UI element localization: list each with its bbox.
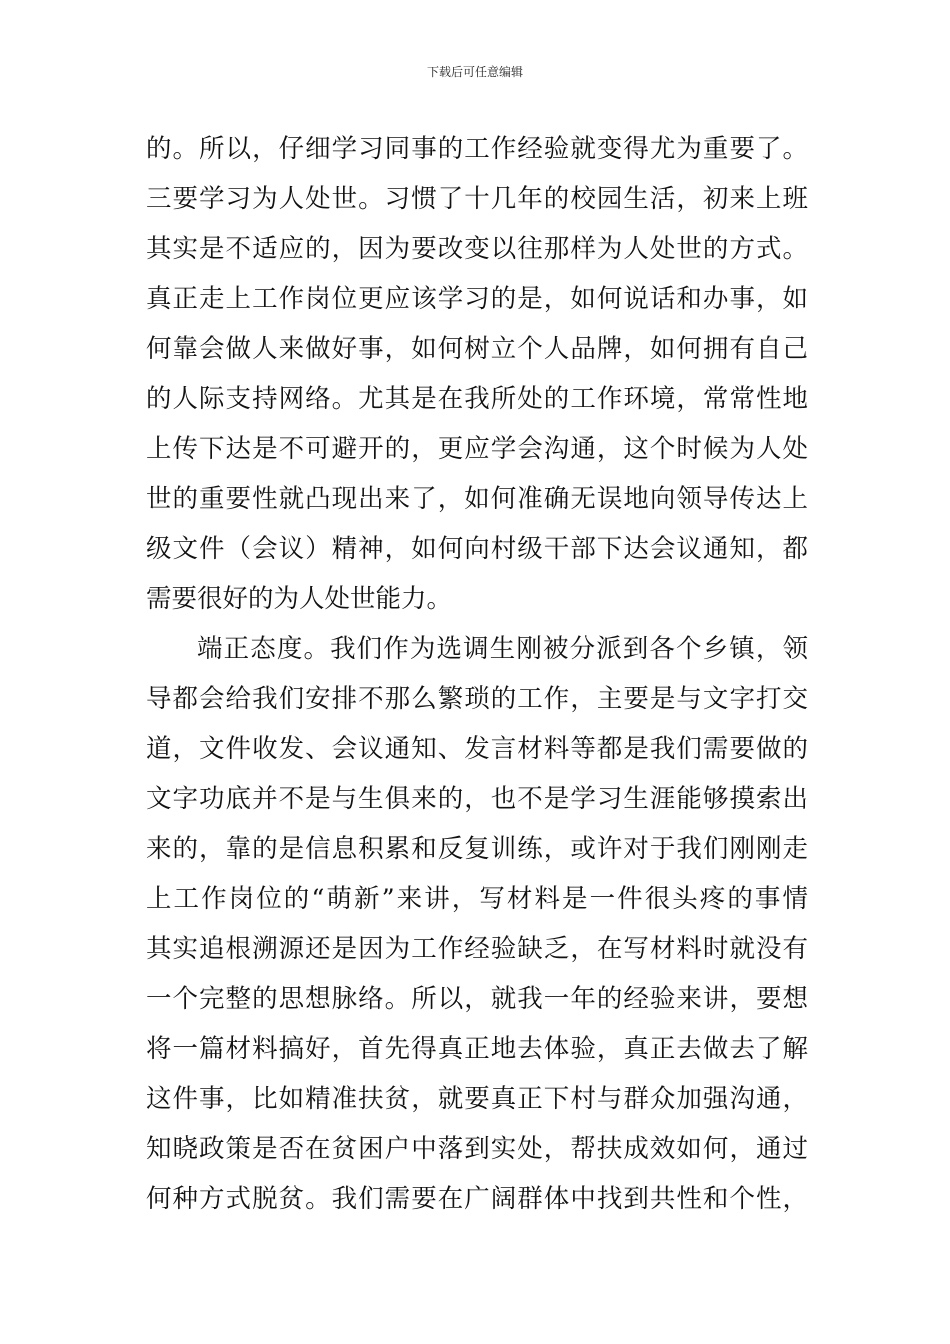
text-line: 需要很好的为人处世能力。 [146, 584, 453, 614]
text-line: 上传下达是不可避开的，更应学会沟通，这个时候为人处 [146, 434, 808, 464]
text-line: 文字功底并不是与生俱来的，也不是学习生涯能够摸索出 [146, 784, 808, 814]
text-line: 真正走上工作岗位更应该学习的是，如何说话和办事，如 [146, 284, 808, 314]
text-line: 其实追根溯源还是因为工作经验缺乏，在写材料时就没有 [146, 934, 808, 964]
text-line: 其实是不适应的，因为要改变以往那样为人处世的方式。 [146, 234, 808, 264]
text-line: 将一篇材料搞好，首先得真正地去体验，真正去做去了解 [146, 1034, 808, 1064]
text-line: 端正态度。我们作为选调生刚被分派到各个乡镇，领 [197, 634, 808, 664]
text-line: 一个完整的思想脉络。所以，就我一年的经验来讲，要想 [146, 984, 808, 1014]
text-line: 世的重要性就凸现出来了，如何准确无误地向领导传达上 [146, 484, 808, 514]
page-header: 下载后可任意编辑 [426, 65, 523, 79]
text-line: 上工作岗位的“萌新”来讲，写材料是一件很头疼的事情 [146, 884, 808, 914]
text-line: 的人际支持网络。尤其是在我所处的工作环境，常常性地 [146, 384, 808, 414]
text-line: 道，文件收发、会议通知、发言材料等都是我们需要做的 [146, 734, 808, 764]
text-line: 导都会给我们安排不那么繁琐的工作，主要是与文字打交 [146, 684, 808, 714]
text-line: 何靠会做人来做好事，如何树立个人品牌，如何拥有自己 [146, 334, 808, 364]
text-line: 这件事，比如精准扶贫，就要真正下村与群众加强沟通， [146, 1084, 808, 1114]
text-line: 来的，靠的是信息积累和反复训练，或许对于我们刚刚走 [146, 834, 808, 864]
document-body [146, 124, 808, 1224]
text-line: 三要学习为人处世。习惯了十几年的校园生活，初来上班 [146, 184, 808, 214]
text-line: 的。所以，仔细学习同事的工作经验就变得尤为重要了。 [146, 134, 808, 164]
text-line: 知晓政策是否在贫困户中落到实处，帮扶成效如何，通过 [146, 1134, 808, 1164]
text-line: 何种方式脱贫。我们需要在广阔群体中找到共性和个性， [146, 1184, 808, 1214]
text-line: 级文件（会议）精神，如何向村级干部下达会议通知，都 [146, 534, 808, 564]
